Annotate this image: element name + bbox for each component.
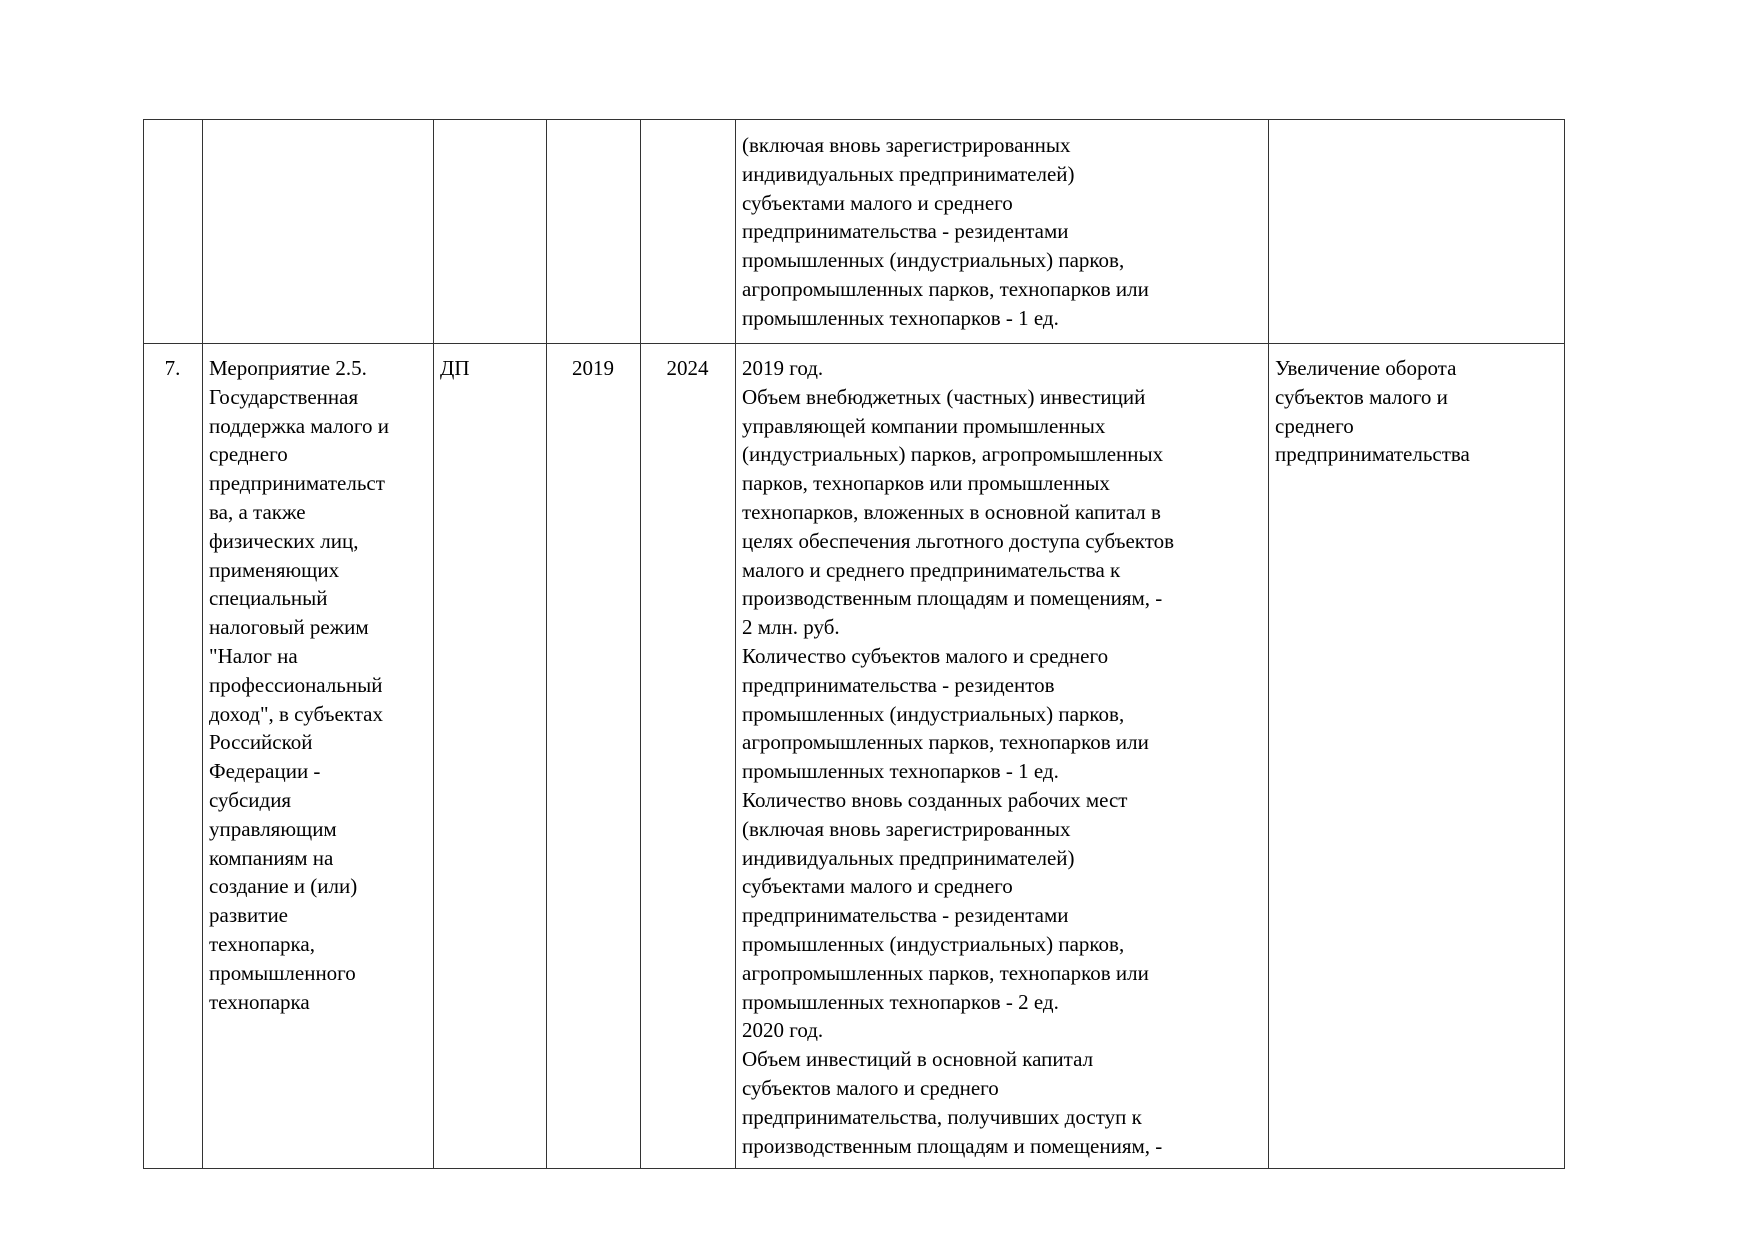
text-line: ва, а также xyxy=(209,499,306,524)
text-line: специальный xyxy=(209,586,328,611)
text-line: производственным площадям и помещениям, - xyxy=(742,586,1163,611)
text-line: технопарков, вложенных в основной капитал в xyxy=(742,499,1161,524)
text-line: (индустриальных) парков, агропромышленных xyxy=(742,442,1164,467)
text-line: среднего xyxy=(1275,413,1354,438)
text-line: Увеличение оборота xyxy=(1275,356,1457,380)
text-line: доход", в субъектах xyxy=(209,701,383,726)
text-line: 2 млн. руб. xyxy=(742,615,840,640)
text-line: управляющим xyxy=(209,816,337,841)
text-line: предпринимательства - резидентов xyxy=(742,672,1055,697)
text-line: целях обеспечения льготного доступа субъектов xyxy=(742,528,1175,553)
text-line: субсидия xyxy=(209,787,292,812)
text-line: физических лиц, xyxy=(209,528,359,553)
text-line: технопарка, xyxy=(209,931,315,956)
text-line: субъектов малого и среднего xyxy=(742,1075,999,1100)
text-line: развитие xyxy=(209,903,289,928)
row-2-indicators xyxy=(742,354,1174,1160)
text-line: промышленного xyxy=(209,960,356,985)
text-line: компаниям на xyxy=(209,845,334,870)
text-line: Государственная xyxy=(209,384,359,409)
text-line: Объем внебюджетных (частных) инвестиций xyxy=(742,384,1146,409)
text-line: (включая вновь зарегистрированных xyxy=(742,816,1071,841)
text-line: профессиональный xyxy=(209,672,383,697)
text-line: применяющих xyxy=(209,557,340,582)
text-line: Количество вновь созданных рабочих мест xyxy=(742,787,1128,812)
column-divider xyxy=(202,119,203,1169)
row-2-measure-name xyxy=(209,354,389,1016)
text-line: агропромышленных парков, технопарков или xyxy=(742,960,1149,985)
column-divider xyxy=(640,119,641,1169)
text-line: "Налог на xyxy=(209,643,298,668)
column-divider xyxy=(735,119,736,1169)
column-divider xyxy=(546,119,547,1169)
text-line: субъектов малого и xyxy=(1275,384,1448,409)
text-line: промышленных технопарков - 1 ед. xyxy=(742,305,1059,330)
row-2-end-year: 2024 xyxy=(666,356,709,380)
row-2-executor: ДП xyxy=(440,356,470,380)
text-line: 2020 год. xyxy=(742,1018,824,1043)
text-line: создание и (или) xyxy=(209,874,358,899)
text-line: индивидуальных предпринимателей) xyxy=(742,845,1075,870)
text-line: Количество субъектов малого и среднего xyxy=(742,643,1109,668)
text-line: поддержка малого и xyxy=(209,413,389,438)
text-line: предпринимательства, получивших доступ к xyxy=(742,1104,1142,1129)
text-line: налоговый режим xyxy=(209,615,369,640)
text-line: субъектами малого и среднего xyxy=(742,190,1013,215)
text-line: малого и среднего предпринимательства к xyxy=(742,557,1121,582)
text-line: промышленных технопарков - 2 ед. xyxy=(742,989,1059,1014)
text-line: 2019 год. xyxy=(742,356,824,380)
text-line: агропромышленных парков, технопарков или xyxy=(742,730,1149,755)
text-line: предпринимательства - резидентами xyxy=(742,219,1069,244)
text-line: производственным площадям и помещениям, - xyxy=(742,1133,1163,1158)
row-2-start-year: 2019 xyxy=(572,356,614,380)
column-divider xyxy=(1268,119,1269,1169)
text-line: технопарка xyxy=(209,989,310,1014)
text-line: субъектами малого и среднего xyxy=(742,874,1013,899)
text-line: предпринимательства xyxy=(1275,442,1470,467)
text-line: индивидуальных предпринимателей) xyxy=(742,161,1075,186)
row-1-indicators xyxy=(742,131,1149,333)
text-line: Российской xyxy=(209,730,313,755)
text-line: промышленных (индустриальных) парков, xyxy=(742,248,1125,273)
text-line: Федерации - xyxy=(209,759,321,784)
text-line: среднего xyxy=(209,442,288,467)
text-line: агропромышленных парков, технопарков или xyxy=(742,276,1149,301)
text-line: Объем инвестиций в основной капитал xyxy=(742,1047,1094,1072)
row-2-expected-result xyxy=(1275,354,1470,469)
text-line: (включая вновь зарегистрированных xyxy=(742,133,1071,157)
text-line: промышленных (индустриальных) парков, xyxy=(742,931,1125,956)
row-divider xyxy=(143,343,1565,344)
text-line: парков, технопарков или промышленных xyxy=(742,471,1110,496)
text-line: предпринимательст xyxy=(209,471,385,496)
text-line: предпринимательства - резидентами xyxy=(742,903,1069,928)
row-2-number: 7. xyxy=(164,356,181,380)
column-divider xyxy=(433,119,434,1169)
text-line: управляющей компании промышленных xyxy=(742,413,1106,438)
text-line: Мероприятие 2.5. xyxy=(209,356,367,380)
text-line: промышленных (индустриальных) парков, xyxy=(742,701,1125,726)
text-line: промышленных технопарков - 1 ед. xyxy=(742,759,1059,784)
